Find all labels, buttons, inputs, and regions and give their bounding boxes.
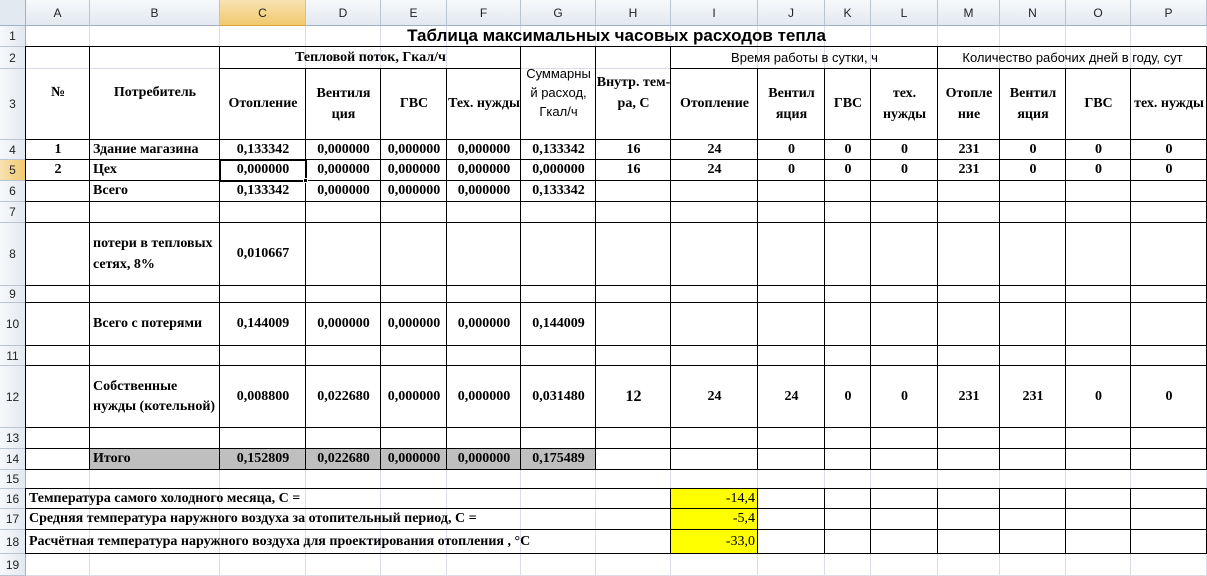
empty-cell[interactable] [1066,509,1131,530]
cell-e8[interactable] [381,223,447,286]
empty-cell[interactable] [1131,202,1207,223]
row-header-3[interactable]: 3 [0,69,26,140]
cell-o6[interactable] [1066,181,1131,202]
temperature-value[interactable]: -14,4 [671,489,758,509]
empty-cell[interactable] [521,428,596,449]
cell-l6[interactable] [871,181,938,202]
empty-cell[interactable] [220,286,306,303]
cell-j10[interactable] [758,303,825,346]
consumer-name[interactable]: Собственные нужды (котельной) [93,378,216,414]
cell-k5[interactable]: 0 [844,162,852,178]
empty-cell[interactable] [306,286,381,303]
cell-m6[interactable] [938,181,1000,202]
empty-cell[interactable] [938,530,1000,554]
cell-g8[interactable] [521,223,596,286]
empty-cell[interactable] [26,202,90,223]
empty-cell[interactable] [596,346,671,366]
empty-cell[interactable] [1066,286,1131,303]
cell-j12[interactable]: 24 [784,388,799,404]
cell-g14[interactable]: 0,175489 [521,449,596,470]
empty-cell[interactable] [1131,509,1207,530]
header-work-hours[interactable]: Время работы в сутки, ч [731,49,878,65]
empty-cell[interactable] [381,286,447,303]
row-header-4[interactable]: 4 [0,140,26,160]
header-inner-temp[interactable]: Внутр. тем-ра, С [596,75,671,111]
consumer-name[interactable]: Цех [93,162,117,178]
temperature-label[interactable]: Средняя температура наружного воздуха за отопительный период, С = [29,511,477,527]
cell-p14[interactable] [1131,449,1207,470]
temperature-label[interactable]: Температура самого холодного месяца, С = [29,490,301,506]
cell-c10[interactable]: 0,144009 [236,316,290,332]
header-heating-hours[interactable]: Отопление [679,96,750,112]
row-num[interactable] [26,449,90,470]
cell-g5[interactable]: 0,000000 [532,162,585,178]
cell-e5[interactable]: 0,000000 [387,162,441,178]
header-heating-days[interactable]: Отопле ние [945,86,993,122]
header-tech[interactable]: Тех. нужды [448,96,520,112]
cell-f12[interactable]: 0,000000 [457,388,511,404]
empty-cell[interactable] [1000,428,1066,449]
empty-cell[interactable] [758,489,825,509]
cell-c14[interactable]: 0,152809 [220,449,306,470]
empty-cell[interactable] [1066,489,1131,509]
header-gvs-days[interactable]: ГВС [1084,96,1113,112]
header-total-flow[interactable]: Суммарны й расход, Гкал/ч [526,66,591,119]
header-ventilation[interactable]: Вентиля ция [316,86,371,122]
cell-c5[interactable]: 0,000000 [236,162,290,178]
cell-h5[interactable]: 16 [626,162,641,178]
column-header-j[interactable]: J [758,0,825,26]
empty-cell[interactable] [825,428,871,449]
cell-d4[interactable]: 0,000000 [317,141,370,157]
cell-h6[interactable] [596,181,671,202]
cell-l12[interactable]: 0 [901,388,908,404]
empty-cell[interactable] [521,202,596,223]
consumer-name[interactable]: Всего [93,183,128,199]
column-header-m[interactable]: M [938,0,1000,26]
empty-cell[interactable] [1066,346,1131,366]
empty-cell[interactable] [825,286,871,303]
row-num[interactable]: 1 [54,141,62,157]
empty-cell[interactable] [1066,202,1131,223]
cell-g12[interactable]: 0,031480 [532,388,585,404]
cell-l8[interactable] [871,223,938,286]
empty-cell[interactable] [825,530,871,554]
temperature-label[interactable]: Расчётная температура наружного воздуха для проектирования отопления , °С [29,533,531,549]
table-title[interactable]: Таблица максимальных часовых расходов тепла [407,26,826,46]
column-header-b[interactable]: B [90,0,220,26]
select-all-corner[interactable] [0,0,26,26]
cell-o5[interactable]: 0 [1095,162,1102,178]
empty-cell[interactable] [871,530,938,554]
cell-d6[interactable]: 0,000000 [317,183,370,199]
empty-cell[interactable] [758,428,825,449]
empty-cell[interactable] [26,428,90,449]
empty-cell[interactable] [825,509,871,530]
cell-p8[interactable] [1131,223,1207,286]
empty-cell[interactable] [671,286,758,303]
cell-e14[interactable]: 0,000000 [381,449,447,470]
row-num[interactable] [26,181,90,202]
empty-cell[interactable] [220,428,306,449]
cell-k6[interactable] [825,181,871,202]
column-header-o[interactable]: O [1066,0,1131,26]
empty-cell[interactable] [1131,286,1207,303]
empty-cell[interactable] [758,509,825,530]
empty-cell[interactable] [90,346,220,366]
cell-p6[interactable] [1131,181,1207,202]
column-header-c[interactable]: C [220,0,306,26]
consumer-name[interactable]: Всего с потерями [93,316,203,332]
empty-cell[interactable] [306,346,381,366]
cell-p4[interactable]: 0 [1165,141,1173,157]
header-ventilation-hours[interactable]: Вентил яция [768,86,815,122]
empty-cell[interactable] [871,346,938,366]
cell-k4[interactable]: 0 [844,141,852,157]
cell-c12[interactable]: 0,008800 [236,388,290,404]
header-heating[interactable]: Отопление [228,96,298,112]
empty-cell[interactable] [938,428,1000,449]
cell-n14[interactable] [1000,449,1066,470]
row-header-7[interactable]: 7 [0,202,26,223]
header-tech-hours[interactable]: тех. нужды [882,86,927,122]
empty-cell[interactable] [758,530,825,554]
empty-cell[interactable] [596,428,671,449]
empty-cell[interactable] [26,346,90,366]
cell-l5[interactable]: 0 [901,162,908,178]
empty-cell[interactable] [1000,509,1066,530]
empty-cell[interactable] [871,202,938,223]
cell-c6[interactable]: 0,133342 [236,183,290,199]
empty-cell[interactable] [306,202,381,223]
consumer-name[interactable]: Итого [90,449,220,470]
cell-m10[interactable] [938,303,1000,346]
empty-cell[interactable] [596,202,671,223]
cell-h8[interactable] [596,223,671,286]
cell-k14[interactable] [825,449,871,470]
header-tech-days[interactable]: тех. нужды [1134,96,1204,112]
row-header-9[interactable]: 9 [0,286,26,303]
header-ventilation-days[interactable]: Вентил яция [1009,86,1057,122]
row-header-11[interactable]: 11 [0,346,26,366]
column-header-a[interactable]: A [26,0,90,26]
empty-cell[interactable] [1000,286,1066,303]
cell-h10[interactable] [596,303,671,346]
empty-cell[interactable] [26,286,90,303]
header-consumer[interactable]: Потребитель [113,85,197,101]
cell-o14[interactable] [1066,449,1131,470]
row-num[interactable] [26,223,90,286]
cell-h14[interactable] [596,449,671,470]
cell-i12[interactable]: 24 [707,388,722,404]
empty-cell[interactable] [671,428,758,449]
empty-cell[interactable] [871,489,938,509]
row-header-6[interactable]: 6 [0,181,26,202]
row-header-18[interactable]: 18 [0,530,26,554]
row-header-19[interactable]: 19 [0,554,26,576]
column-header-i[interactable]: I [671,0,758,26]
empty-cell[interactable] [671,346,758,366]
cell-l4[interactable]: 0 [901,141,908,157]
empty-cell[interactable] [1131,530,1207,554]
header-work-days[interactable]: Количество рабочих дней в году, сут [962,49,1183,65]
cell-j6[interactable] [758,181,825,202]
column-header-n[interactable]: N [1000,0,1066,26]
empty-cell[interactable] [90,428,220,449]
cell-h4[interactable]: 16 [626,141,641,157]
cell-p5[interactable]: 0 [1165,162,1173,178]
cell-f5[interactable]: 0,000000 [457,162,511,178]
empty-cell[interactable] [938,286,1000,303]
cell-l10[interactable] [871,303,938,346]
empty-cell[interactable] [938,489,1000,509]
empty-cell[interactable] [1000,202,1066,223]
row-header-5[interactable]: 5 [0,160,26,181]
cell-n4[interactable]: 0 [1029,141,1037,157]
cell-n5[interactable]: 0 [1029,162,1037,178]
empty-cell[interactable] [938,509,1000,530]
empty-cell[interactable] [1000,346,1066,366]
fill-handle[interactable] [303,178,308,183]
cell-o4[interactable]: 0 [1095,141,1102,157]
empty-cell[interactable] [596,286,671,303]
empty-cell[interactable] [521,346,596,366]
empty-cell[interactable] [938,346,1000,366]
temperature-value[interactable]: -5,4 [671,509,758,530]
cell-j5[interactable]: 0 [788,162,795,178]
empty-cell[interactable] [220,202,306,223]
cell-o12[interactable]: 0 [1095,388,1102,404]
empty-cell[interactable] [447,346,521,366]
cell-d5[interactable]: 0,000000 [317,162,370,178]
cell-j4[interactable]: 0 [788,141,795,157]
consumer-name[interactable]: Здание магазина [93,141,199,157]
cell-i14[interactable] [671,449,758,470]
column-header-l[interactable]: L [871,0,938,26]
cell-j8[interactable] [758,223,825,286]
cell-e10[interactable]: 0,000000 [387,316,441,332]
empty-cell[interactable] [447,286,521,303]
empty-cell[interactable] [381,428,447,449]
empty-cell[interactable] [90,286,220,303]
cell-g4[interactable]: 0,133342 [532,141,585,157]
consumer-name[interactable]: потери в тепловых сетях, 8% [93,236,213,272]
empty-cell[interactable] [758,286,825,303]
header-heat-flow[interactable]: Тепловой поток, Гкал/ч [295,49,446,65]
empty-cell[interactable] [381,346,447,366]
cell-f4[interactable]: 0,000000 [457,141,511,157]
cell-g10[interactable]: 0,144009 [532,316,585,332]
row-header-14[interactable]: 14 [0,449,26,470]
header-gvs-hours[interactable]: ГВС [833,96,863,112]
cell-i6[interactable] [671,181,758,202]
empty-cell[interactable] [220,346,306,366]
empty-cell[interactable] [381,202,447,223]
empty-cell[interactable] [825,489,871,509]
cell-i8[interactable] [671,223,758,286]
empty-cell[interactable] [1131,428,1207,449]
cell-i5[interactable]: 24 [707,162,722,178]
cell-m4[interactable]: 231 [958,141,980,157]
cell-k8[interactable] [825,223,871,286]
cell-d12[interactable]: 0,022680 [317,388,370,404]
cell-m5[interactable]: 231 [958,162,980,178]
row-header-13[interactable]: 13 [0,428,26,449]
cell-c4[interactable]: 0,133342 [236,141,290,157]
empty-cell[interactable] [447,202,521,223]
cell-p10[interactable] [1131,303,1207,346]
row-header-17[interactable]: 17 [0,509,26,530]
cell-p12[interactable]: 0 [1165,388,1173,404]
empty-cell[interactable] [1131,346,1207,366]
row-header-15[interactable]: 15 [0,470,26,489]
row-header-1[interactable]: 1 [0,26,26,47]
column-header-k[interactable]: K [825,0,871,26]
row-header-16[interactable]: 16 [0,489,26,509]
empty-cell[interactable] [825,202,871,223]
header-gvs[interactable]: ГВС [399,96,429,112]
cell-g6[interactable]: 0,133342 [532,183,585,199]
cell-n10[interactable] [1000,303,1066,346]
empty-cell[interactable] [1131,489,1207,509]
cell-h12[interactable]: 12 [625,388,642,406]
column-header-g[interactable]: G [521,0,596,26]
empty-cell[interactable] [1000,489,1066,509]
row-header-8[interactable]: 8 [0,223,26,286]
cell-m12[interactable]: 231 [958,388,980,404]
column-header-f[interactable]: F [447,0,521,26]
empty-cell[interactable] [447,428,521,449]
header-num[interactable]: № [50,85,66,101]
cell-o10[interactable] [1066,303,1131,346]
cell-e12[interactable]: 0,000000 [387,388,441,404]
empty-cell[interactable] [871,509,938,530]
cell-e6[interactable]: 0,000000 [387,183,441,199]
cell-o8[interactable] [1066,223,1131,286]
cell-i4[interactable]: 24 [707,141,722,157]
cell-c8[interactable]: 0,010667 [236,246,290,262]
row-header-12[interactable]: 12 [0,366,26,428]
cell-n6[interactable] [1000,181,1066,202]
cell-m14[interactable] [938,449,1000,470]
empty-cell[interactable] [871,428,938,449]
column-header-h[interactable]: H [596,0,671,26]
cell-m8[interactable] [938,223,1000,286]
empty-cell[interactable] [825,346,871,366]
empty-cell[interactable] [758,202,825,223]
cell-f8[interactable] [447,223,521,286]
cell-d10[interactable]: 0,000000 [317,316,370,332]
row-header-10[interactable]: 10 [0,303,26,346]
empty-cell[interactable] [90,202,220,223]
row-num[interactable] [26,366,90,428]
cell-l14[interactable] [871,449,938,470]
cell-k10[interactable] [825,303,871,346]
cell-f10[interactable]: 0,000000 [457,316,511,332]
row-header-2[interactable]: 2 [0,47,26,69]
empty-cell[interactable] [1000,530,1066,554]
cell-j14[interactable] [758,449,825,470]
empty-cell[interactable] [1066,428,1131,449]
empty-cell[interactable] [938,202,1000,223]
column-header-p[interactable]: P [1131,0,1207,26]
cell-k12[interactable]: 0 [844,388,852,404]
cell-e4[interactable]: 0,000000 [387,141,441,157]
column-header-d[interactable]: D [306,0,381,26]
empty-cell[interactable] [1066,530,1131,554]
cell-i10[interactable] [671,303,758,346]
column-header-e[interactable]: E [381,0,447,26]
empty-cell[interactable] [758,346,825,366]
empty-cell[interactable] [521,286,596,303]
cell-f6[interactable]: 0,000000 [457,183,511,199]
empty-cell[interactable] [671,202,758,223]
cell-d14[interactable]: 0,022680 [306,449,381,470]
empty-cell[interactable] [306,428,381,449]
row-num[interactable] [26,303,90,346]
cell-d8[interactable] [306,223,381,286]
empty-cell[interactable] [871,286,938,303]
cell-f14[interactable]: 0,000000 [447,449,521,470]
cell-n12[interactable]: 231 [1022,388,1044,404]
row-num[interactable]: 2 [54,162,62,178]
temperature-value[interactable]: -33,0 [671,530,758,554]
cell-n8[interactable] [1000,223,1066,286]
